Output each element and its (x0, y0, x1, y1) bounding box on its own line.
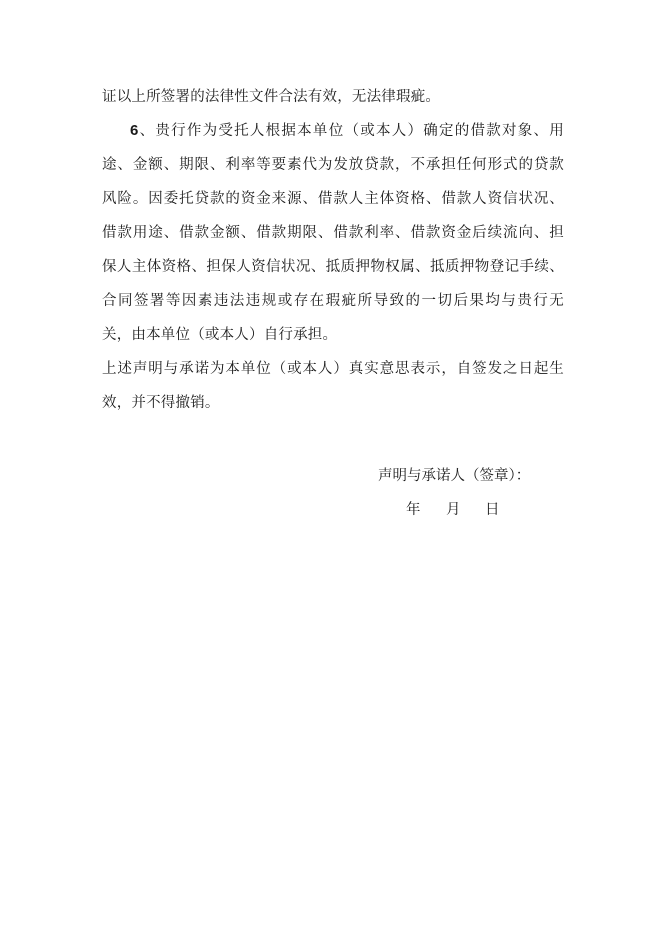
clause-6-line-6: 合同签署等因素违法违规或存在瑕疵所导致的一切后果均与贵行无 (102, 293, 564, 309)
clause-6-line-5: 保人主体资格、担保人资信状况、抵质押物权属、抵质押物登记手续、 (102, 259, 564, 275)
continuation-line: 证以上所签署的法律性文件合法有效，无法律瑕疵。 (102, 89, 441, 105)
clause-number: 6 (130, 122, 139, 139)
clause-6-line-3: 风险。因委托贷款的资金来源、借款人主体资格、借款人资信状况、 (102, 191, 564, 207)
clause-6-line-7: 关，由本单位（或本人）自行承担。 (102, 327, 338, 343)
closing-line-1: 上述声明与承诺为本单位（或本人）真实意思表示，自签发之日起生 (102, 361, 564, 377)
clause-6-text-1: 、贵行作为受托人根据本单位（或本人）确定的借款对象、用 (138, 123, 564, 139)
clause-6-line-2: 途、金额、期限、利率等要素代为发放贷款，不承担任何形式的贷款 (102, 157, 564, 173)
signature-label: 声明与承诺人（签章）： (378, 468, 531, 484)
date-day: 日 (485, 502, 500, 518)
clause-6-line-4: 借款用途、借款金额、借款期限、借款利率、借款资金后续流向、担 (102, 225, 564, 241)
date-month: 月 (446, 502, 461, 518)
closing-line-2: 效，并不得撤销。 (102, 395, 220, 411)
date-year: 年 (406, 502, 421, 518)
clause-6-line-1 (130, 120, 564, 142)
